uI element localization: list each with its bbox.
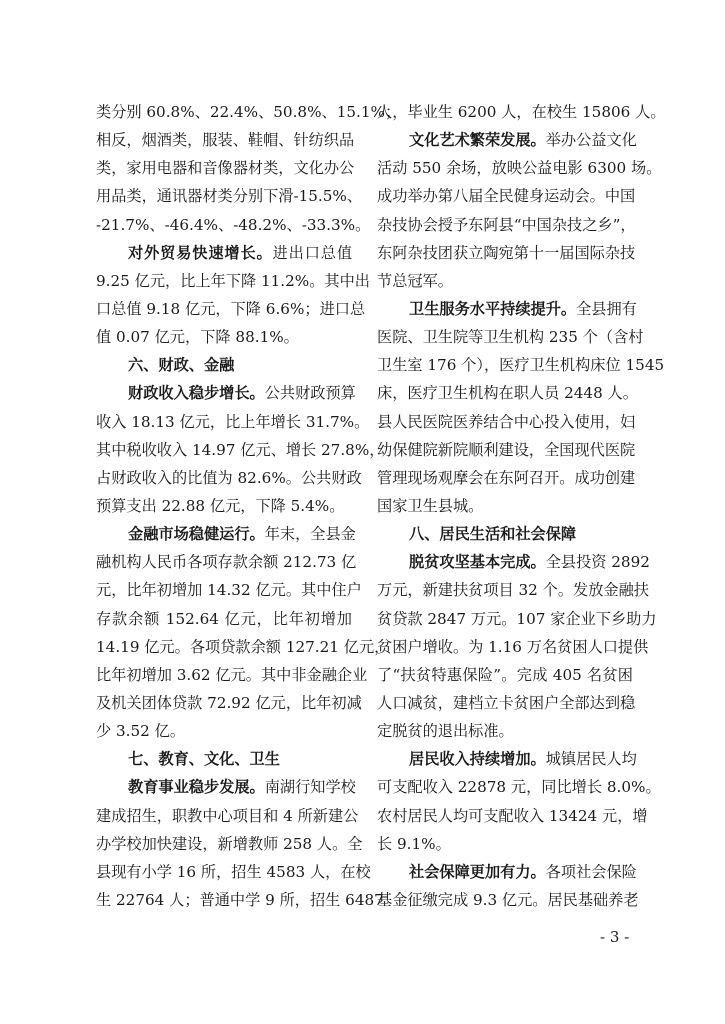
body-text: 各项社会保险: [545, 862, 637, 881]
text-line: [96, 858, 371, 886]
body-text: 国家卫生县城。: [377, 496, 484, 515]
bold-heading: 卫生服务水平持续提升。: [409, 299, 577, 318]
text-line: [377, 351, 665, 379]
body-text: 收入 18.13 亿元，比上年增长 31.7%。: [96, 412, 370, 431]
body-text: 城镇居民人均: [545, 750, 637, 769]
text-line: [96, 239, 352, 267]
text-line: [96, 745, 352, 773]
text-line: [96, 295, 366, 323]
text-line: [96, 633, 390, 661]
text-line: [377, 886, 639, 914]
body-text: 东阿杂技团获立陶宛第十一届国际杂技: [377, 243, 636, 262]
text-line: [377, 858, 637, 886]
body-text: 县人民医院医养结合中心投入使用，妇: [377, 412, 636, 431]
body-text: 年末，全县金: [264, 525, 356, 544]
text-line: [377, 154, 662, 182]
text-line: [377, 689, 636, 717]
body-text: 9.25 亿元，比上年下降 11.2%。其中出: [96, 271, 370, 290]
text-line: [96, 802, 359, 830]
text-line: [377, 492, 633, 520]
body-text: 生 22764 人；普通中学 9 所，招生 6487: [96, 890, 384, 909]
text-line: [96, 267, 370, 295]
body-text: 举办公益文化: [545, 131, 637, 150]
body-text: 县现有小学 16 所，招生 4583 人，在校: [96, 862, 371, 881]
body-text: 公共财政预算: [264, 384, 356, 403]
body-text: 活动 550 余场，放映公益电影 6300 场。: [377, 159, 662, 178]
body-text: 贫贷款 2847 万元。107 家企业下乡助力: [377, 609, 657, 628]
text-line: [377, 773, 661, 801]
text-line: [377, 323, 644, 351]
body-text: 比年初增加 3.62 亿元。其中非金融企业: [96, 665, 368, 684]
body-text: -21.7%、-46.4%、-48.2%、-33.3%。: [96, 215, 371, 234]
body-text: 全县投资 2892: [545, 553, 650, 572]
body-text: 类，家用电器和音像器材类，文化办公: [96, 159, 355, 178]
text-line: [96, 605, 352, 633]
body-text: 相反，烟酒类，服装、鞋帽、针纺织品: [96, 131, 355, 150]
body-text: 14.19 亿元。各项贷款余额 127.21 亿元，: [96, 637, 390, 656]
bold-heading: 脱贫攻坚基本完成。: [409, 553, 546, 572]
body-text: 口总值 9.18 亿元，下降 6.6%；进口总: [96, 299, 366, 318]
text-line: [377, 830, 633, 858]
body-text: 办学校加快建设，新增教师 258 人。全: [96, 834, 363, 853]
page-number: - 3 -: [600, 928, 630, 946]
bold-heading: 对外贸易快速增长。: [128, 243, 273, 262]
body-text: 元，比年初增加 14.32 亿元。其中住户: [96, 581, 362, 600]
body-text: 定脱贫的退出标准。: [377, 722, 514, 741]
text-line: [377, 605, 657, 633]
text-line: [377, 436, 636, 464]
text-line: [377, 98, 666, 126]
bold-heading: 金融市场稳健运行。: [128, 525, 265, 544]
body-text: 值 0.07 亿元，下降 88.1%。: [96, 328, 299, 347]
text-line: [96, 689, 362, 717]
bold-heading: 七、教育、文化、卫生: [128, 750, 280, 769]
text-line: [96, 182, 363, 210]
text-line: [377, 408, 636, 436]
body-text: 其中税收收入 14.97 亿元、增长 27.8%，: [96, 440, 385, 459]
body-text: 了“扶贫特惠保险”。完成 405 名贫困: [377, 665, 633, 684]
body-text: 少 3.52 亿。: [96, 722, 186, 741]
text-line: [96, 351, 352, 379]
bold-heading: 文化艺术繁荣发展。: [409, 131, 546, 150]
text-line: [377, 717, 633, 745]
body-text: 人，毕业生 6200 人，在校生 15806 人。: [377, 103, 666, 121]
bold-heading: 教育事业稳步发展。: [128, 778, 265, 797]
body-text: 南湖行知学校: [264, 778, 356, 797]
body-text: 人口减贫，建档立卡贫困户全部达到稳: [377, 693, 636, 712]
bold-heading: 六、财政、金融: [128, 356, 235, 375]
body-text: 类分别 60.8%、22.4%、50.8%、15.1%；: [96, 103, 401, 121]
text-line: [377, 802, 648, 830]
text-line: [377, 745, 637, 773]
text-line: [96, 126, 355, 154]
text-line: [96, 576, 362, 604]
body-text: 幼保健院新院顺利建设，全国现代医院: [377, 440, 636, 459]
text-line: [377, 548, 650, 576]
body-text: 融机构人民币各项存款余额 212.73 亿: [96, 553, 357, 572]
body-text: 预算支出 22.88 亿元，下降 5.4%。: [96, 496, 345, 515]
body-text: 成功举办第八届全民健身运动会。中国: [377, 187, 636, 206]
text-line: [377, 464, 636, 492]
bold-heading: 财政收入稳步增长。: [128, 384, 265, 403]
body-text: 可支配收入 22878 元，同比增长 8.0%。: [377, 778, 661, 797]
text-line: [96, 436, 385, 464]
text-line: [96, 98, 401, 126]
body-text: 卫生室 176 个），医疗卫生机构床位 1545: [377, 356, 665, 375]
bold-heading: 八、居民生活和社会保障: [409, 525, 577, 544]
body-text: 基金征缴完成 9.3 亿元。居民基础养老: [377, 890, 639, 909]
text-line: [377, 661, 633, 689]
body-text: 节总冠军。: [377, 271, 453, 290]
text-line: [96, 773, 356, 801]
left-column: [96, 98, 401, 914]
text-line: [96, 548, 357, 576]
text-line: [96, 717, 352, 745]
text-line: [377, 576, 649, 604]
body-text: 长 9.1%。: [377, 834, 451, 853]
right-column: [377, 98, 666, 914]
text-line: [96, 661, 368, 689]
text-line: [96, 379, 356, 407]
text-line: [377, 267, 633, 295]
body-text: 万元，新建扶贫项目 32 个。发放金融扶: [377, 581, 649, 600]
bold-heading: 社会保障更加有力。: [409, 862, 546, 881]
bold-heading: 居民收入持续增加。: [409, 750, 546, 769]
text-line: [377, 126, 637, 154]
text-line: [96, 830, 363, 858]
body-text: 贫困户增收。为 1.16 万名贫困人口提供: [377, 637, 649, 656]
text-line: [96, 211, 371, 239]
body-text: 存款余额 152.64 亿元，比年初增加: [96, 609, 352, 628]
body-text: 管理现场观摩会在东阿召开。成功创建: [377, 468, 636, 487]
text-line: [96, 520, 356, 548]
body-text: 农村居民人均可支配收入 13424 元，增: [377, 806, 648, 825]
text-line: [377, 295, 637, 323]
text-line: [377, 633, 649, 661]
text-line: [377, 182, 636, 210]
body-text: 用品类，通讯器材类分别下滑-15.5%、: [96, 187, 363, 206]
body-text: 杂技协会授予东阿县“中国杂技之乡”，: [377, 215, 636, 234]
body-text: 进出口总值: [272, 243, 352, 262]
body-text: 及机关团体贷款 72.92 亿元，比年初减: [96, 693, 362, 712]
text-line: [96, 154, 355, 182]
text-line: [377, 239, 636, 267]
text-line: [96, 408, 370, 436]
text-line: [377, 520, 633, 548]
body-text: 建成招生，职教中心项目和 4 所新建公: [96, 806, 359, 825]
text-line: [377, 211, 636, 239]
text-line: [377, 379, 638, 407]
text-line: [96, 492, 352, 520]
text-line: [96, 886, 384, 914]
body-text: 医院、卫生院等卫生机构 235 个（含村: [377, 328, 644, 347]
body-text: 全县拥有: [576, 299, 637, 318]
text-line: [96, 464, 362, 492]
body-text: 占财政收入的比值为 82.6%。公共财政: [96, 468, 362, 487]
body-text: 床，医疗卫生机构在职人员 2448 人。: [377, 384, 638, 403]
text-line: [96, 323, 352, 351]
